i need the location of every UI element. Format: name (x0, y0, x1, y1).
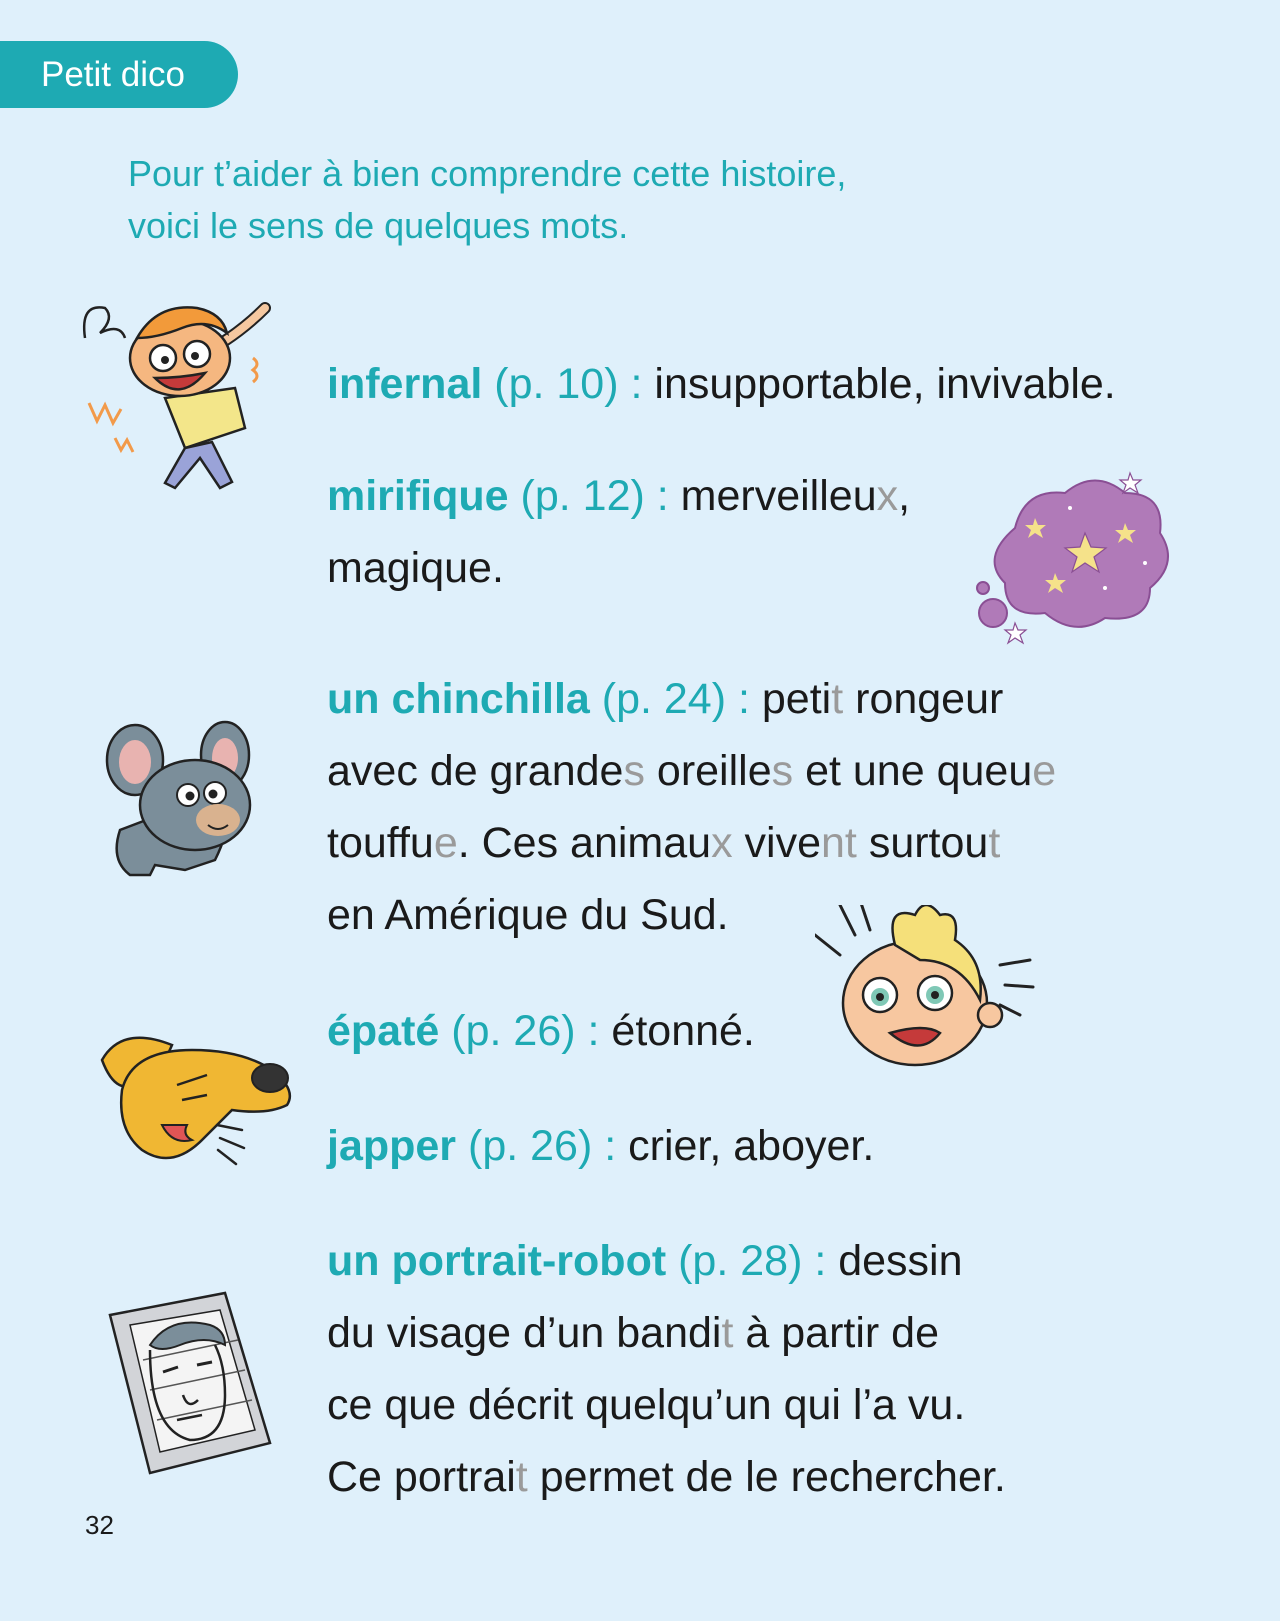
def-text: du visage d’un bandi (327, 1309, 722, 1357)
entry-word: un portrait-robot (327, 1237, 667, 1285)
entry-word: infernal (327, 360, 483, 408)
silent-letter: s (623, 747, 645, 795)
entry-definition-line-2: magique. (327, 544, 504, 592)
magic-cloud-illustration (975, 468, 1175, 648)
intro-line-2: voici le sens de quelques mots. (128, 205, 629, 246)
entry-japper (327, 1110, 874, 1182)
entry-definition: étonné. (599, 1007, 755, 1055)
entry-word: japper (327, 1122, 457, 1170)
entry-page-ref: (p. 12) : (520, 472, 669, 520)
intro-text (128, 148, 846, 252)
def-text: oreille (644, 747, 772, 795)
silent-letter: t (721, 1309, 734, 1357)
def-text: peti (749, 675, 832, 723)
chinchilla-illustration (100, 720, 260, 890)
entry-page-ref: (p. 26) : (451, 1007, 600, 1055)
entry-page-ref: (p. 10) : (494, 360, 643, 408)
entry-portrait-robot (327, 1225, 1006, 1513)
def-text: ce que décrit quelqu’un qui l’a vu. (327, 1381, 966, 1429)
entry-page-ref: (p. 24) : (601, 675, 750, 723)
wild-boy-illustration (75, 298, 285, 498)
intro-line-1: Pour t’aider à bien comprendre cette histoire, (128, 153, 847, 194)
entry-definition: merveilleu (668, 472, 877, 520)
page-number: 32 (85, 1510, 114, 1540)
def-text: avec de grande (327, 747, 624, 795)
entry-definition: , (898, 472, 911, 520)
silent-letter: t (515, 1453, 528, 1501)
def-text: en Amérique du Sud. (327, 891, 729, 939)
entry-mirifique (327, 460, 910, 604)
silent-letter: e (1032, 747, 1057, 795)
entry-page-ref: (p. 28) : (678, 1237, 827, 1285)
entry-epate (327, 995, 755, 1067)
entry-infernal (327, 348, 1116, 420)
silent-letter: e (433, 819, 458, 867)
def-text: à partir de (733, 1309, 939, 1357)
silent-letter: s (771, 747, 794, 795)
silent-letter: x (711, 819, 733, 867)
surprised-kid-illustration (815, 905, 1035, 1075)
entry-page-ref: (p. 26) : (468, 1122, 617, 1170)
entry-word: un chinchilla (327, 675, 590, 723)
def-text: vive (732, 819, 821, 867)
silent-letter: nt (821, 819, 857, 867)
def-text: surtou (856, 819, 989, 867)
def-text: touffu (327, 819, 434, 867)
def-text: permet de le rechercher. (527, 1453, 1006, 1501)
silent-letter: x (876, 472, 899, 520)
portrait-robot-illustration (105, 1290, 275, 1475)
section-tab: Petit dico (0, 41, 238, 108)
entry-definition: insupportable, invivable. (642, 360, 1116, 408)
def-text: Ce portrai (327, 1453, 516, 1501)
barking-dog-illustration (92, 1030, 297, 1170)
def-text: rongeur (843, 675, 1004, 723)
entry-word: mirifique (327, 472, 509, 520)
entry-definition: crier, aboyer. (616, 1122, 875, 1170)
silent-letter: t (988, 819, 1001, 867)
def-text: et une queu (793, 747, 1033, 795)
def-text: . Ces animau (457, 819, 712, 867)
def-text: dessin (826, 1237, 963, 1285)
silent-letter: t (831, 675, 844, 723)
entry-word: épaté (327, 1007, 440, 1055)
